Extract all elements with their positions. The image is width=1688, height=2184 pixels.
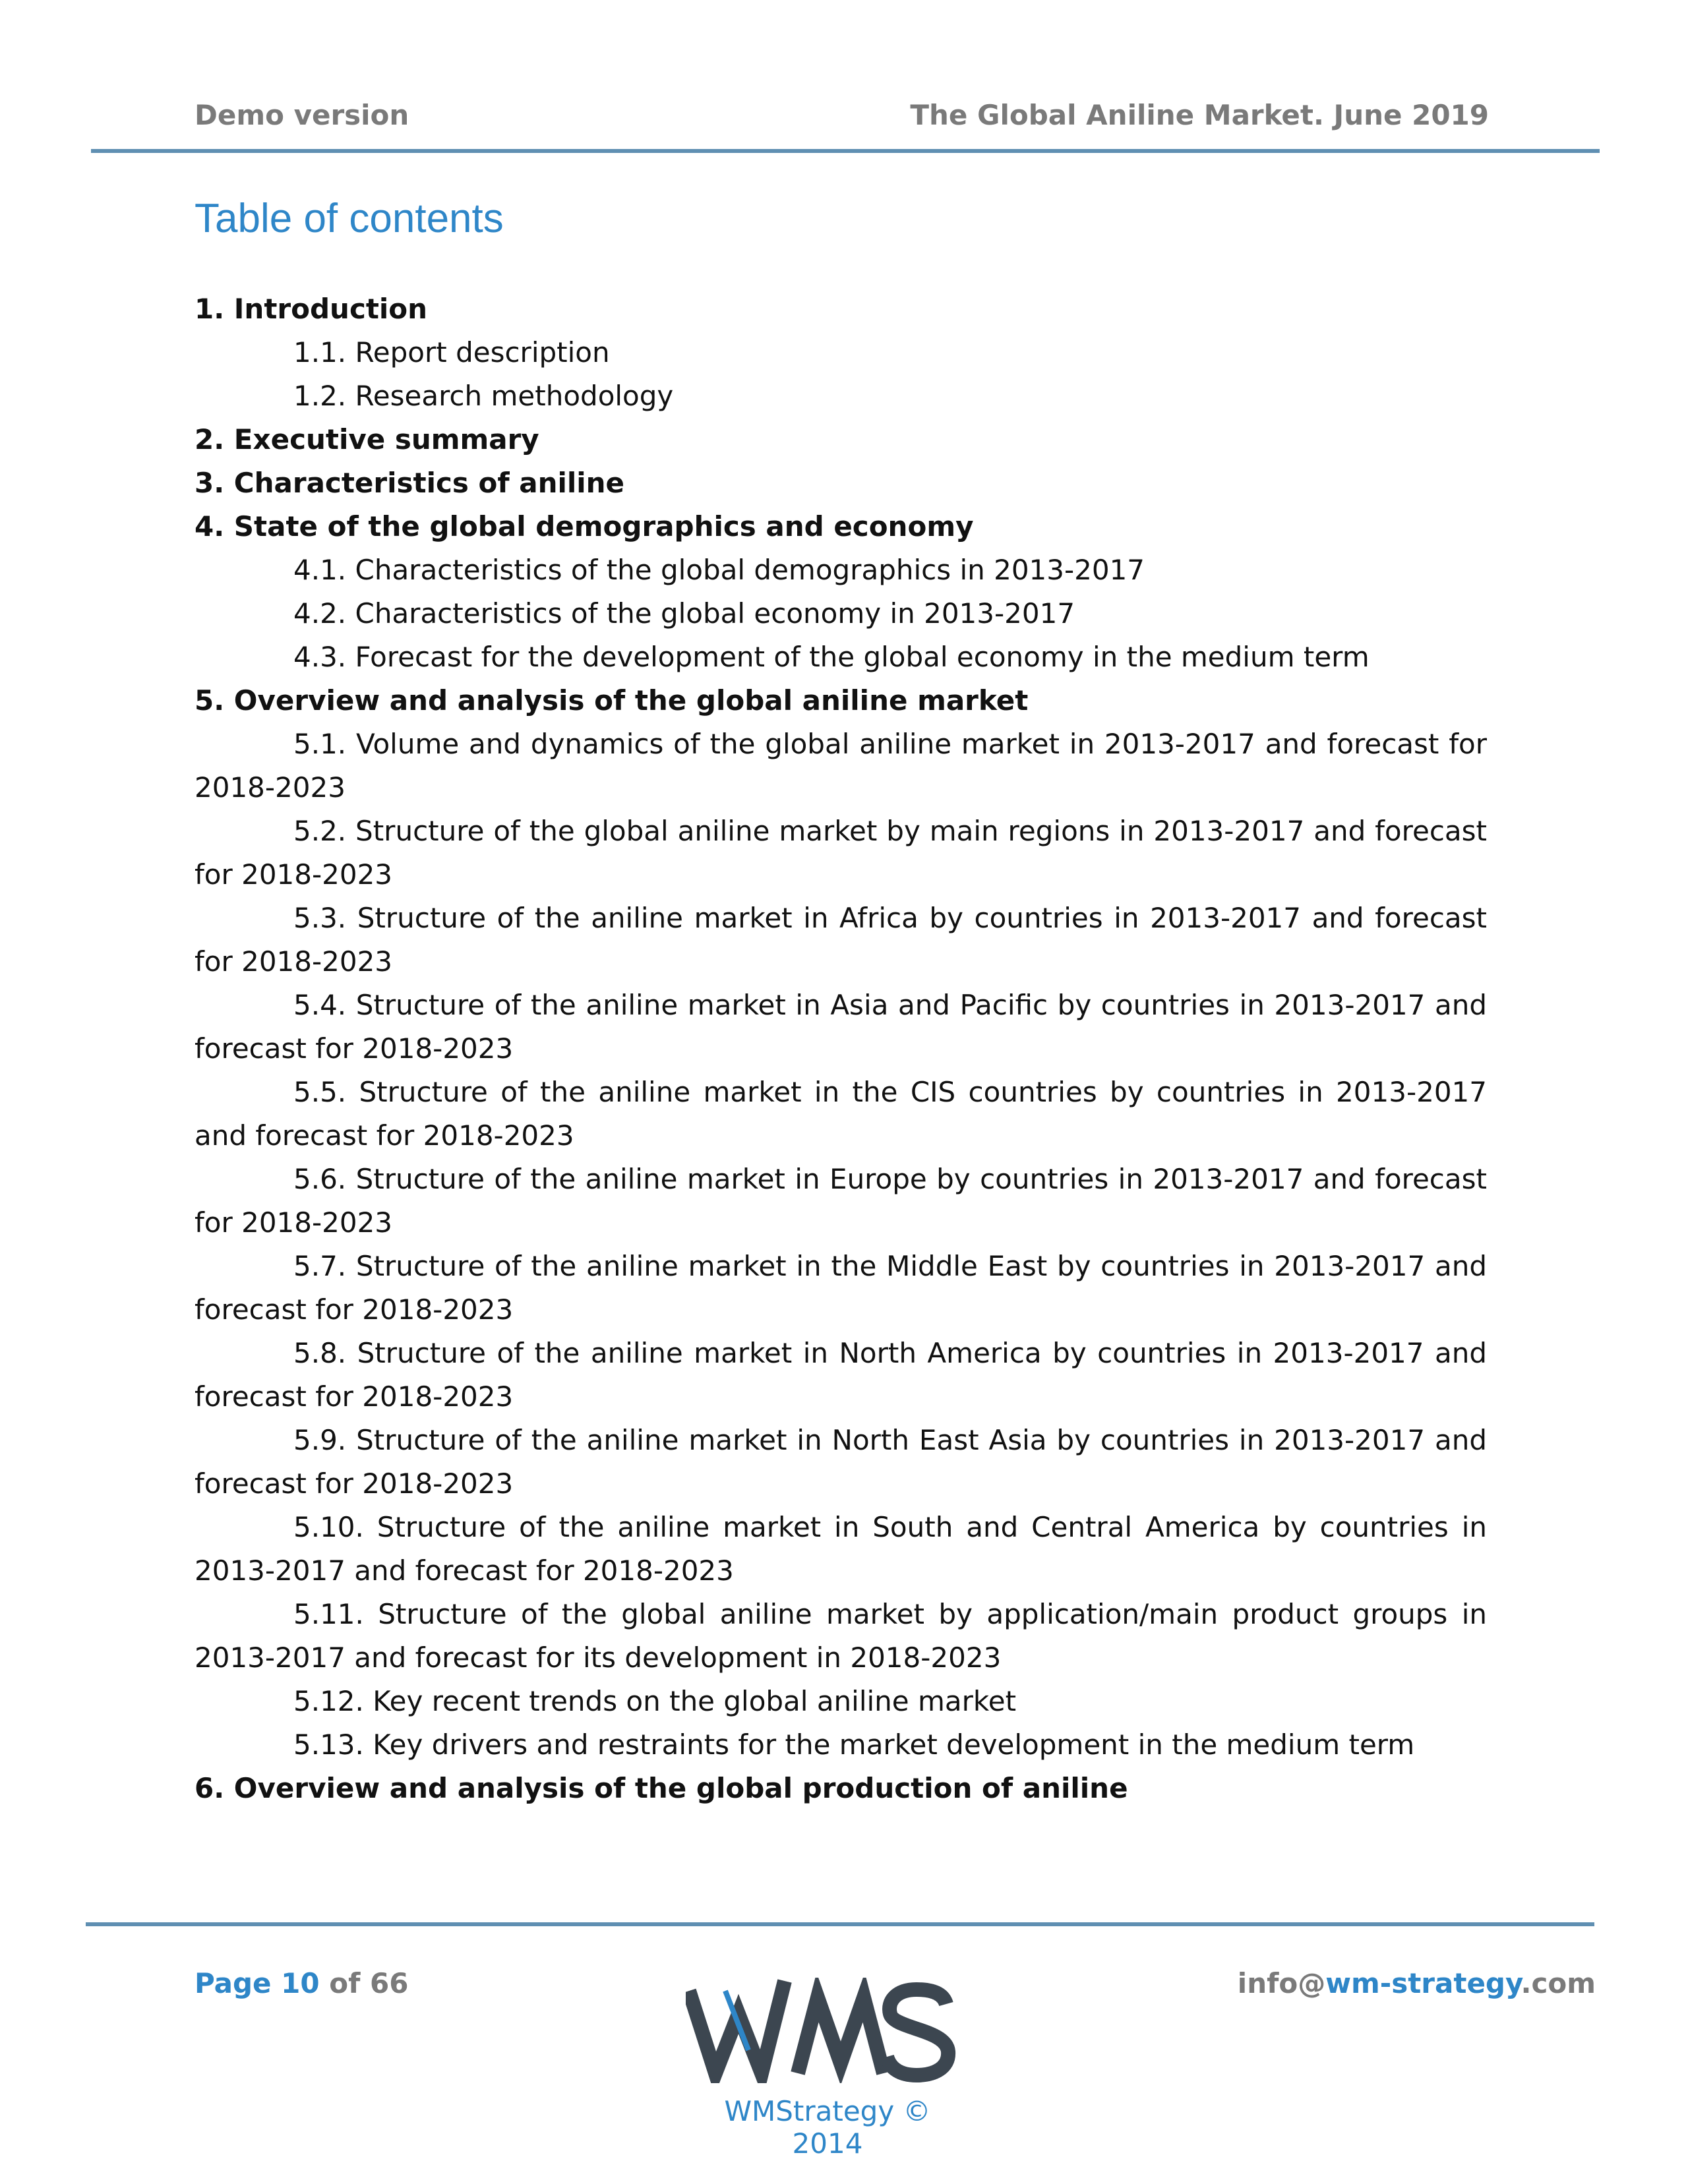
toc-section[interactable]: 5.13. Key drivers and restraints for the market development in the medium term — [293, 1728, 1415, 1761]
toc-section[interactable]: 1.2. Research methodology — [293, 380, 674, 412]
toc-section[interactable]: 5.4. Structure of the aniline market in Asia and Pacific by countries in 2013-2017 and forecast for 2018-2023 — [195, 989, 1487, 1065]
header-report-title: The Global Aniline Market. June 2019 — [910, 99, 1489, 131]
toc-section[interactable]: 1.1. Report description — [293, 336, 610, 369]
toc-section[interactable]: 5.1. Volume and dynamics of the global aniline market in 2013-2017 and forecast for 2018-2023 — [195, 728, 1487, 804]
toc-chapter[interactable]: 2. Executive summary — [195, 423, 539, 456]
header-demo-label: Demo version — [195, 99, 409, 131]
footer-page-number — [195, 1967, 408, 1999]
toc-section[interactable]: 4.2. Characteristics of the global economy in 2013-2017 — [293, 597, 1075, 630]
toc-section[interactable]: 5.12. Key recent trends on the global aniline market — [293, 1685, 1017, 1717]
toc-section[interactable]: 4.3. Forecast for the development of the global economy in the medium term — [293, 641, 1370, 673]
toc-title: Table of contents — [195, 196, 504, 241]
toc-chapter[interactable]: 5. Overview and analysis of the global aniline market — [195, 684, 1029, 717]
toc-section[interactable]: 5.2. Structure of the global aniline market by main regions in 2013-2017 and forecast for 2018-2023 — [195, 815, 1487, 891]
toc-section[interactable]: 5.6. Structure of the aniline market in Europe by countries in 2013-2017 and forecast for 2018-2023 — [195, 1163, 1487, 1239]
toc-section[interactable]: 5.11. Structure of the global aniline market by application/main product groups in 2013-2017 and forecast for its development in 2018-2023 — [195, 1598, 1487, 1674]
email-prefix: info@ — [1237, 1967, 1326, 1999]
toc-chapter[interactable]: 1. Introduction — [195, 293, 428, 325]
toc-section[interactable]: 5.9. Structure of the aniline market in North East Asia by countries in 2013-2017 and forecast for 2018-2023 — [195, 1424, 1487, 1500]
toc-section[interactable]: 5.10. Structure of the aniline market in South and Central America by countries in 2013-2017 and forecast for 2018-2023 — [195, 1511, 1487, 1587]
current-page: 10 — [281, 1967, 320, 1999]
wms-logo — [686, 1978, 956, 2083]
toc-chapter[interactable]: 4. State of the global demographics and economy — [195, 510, 974, 543]
toc-section[interactable]: 5.5. Structure of the aniline market in the CIS countries by countries in 2013-2017 and forecast for 2018-2023 — [195, 1076, 1487, 1152]
toc-section[interactable]: 5.3. Structure of the aniline market in Africa by countries in 2013-2017 and forecast for 2018-2023 — [195, 902, 1487, 978]
footer-divider — [86, 1922, 1594, 1926]
toc-section[interactable]: 5.8. Structure of the aniline market in North America by countries in 2013-2017 and forecast for 2018-2023 — [195, 1337, 1487, 1413]
total-pages: of 66 — [329, 1967, 409, 1999]
page-label: Page — [195, 1967, 272, 1999]
logo-caption: WMStrategy © 2014 — [724, 2095, 931, 2160]
toc-section[interactable]: 5.7. Structure of the aniline market in the Middle East by countries in 2013-2017 and forecast for 2018-2023 — [195, 1250, 1487, 1326]
toc-list — [195, 287, 1487, 1810]
toc-section[interactable]: 4.1. Characteristics of the global demographics in 2013-2017 — [293, 554, 1145, 586]
toc-chapter[interactable]: 6. Overview and analysis of the global production of aniline — [195, 1772, 1128, 1804]
footer-email[interactable] — [1238, 1967, 1596, 1999]
header-divider — [91, 149, 1600, 153]
email-suffix: .com — [1521, 1967, 1596, 1999]
toc-chapter[interactable]: 3. Characteristics of aniline — [195, 467, 625, 499]
email-domain: wm-strategy — [1325, 1967, 1521, 1999]
